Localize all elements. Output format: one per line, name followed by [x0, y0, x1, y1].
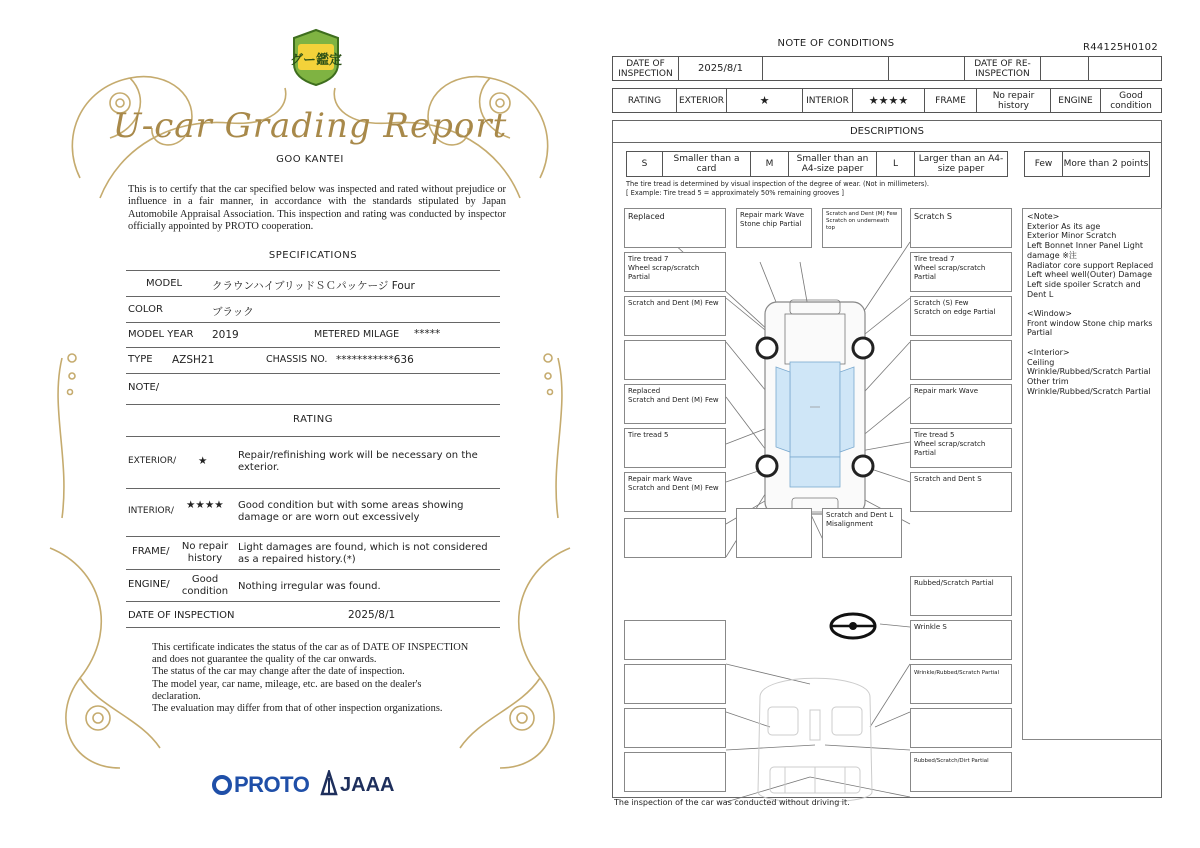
tire-note-line: [ Example: Tire tread 5 = approximately 50% remaining grooves ]: [626, 189, 844, 197]
condition-notes: [1022, 208, 1162, 740]
interior-desc: Good condition but with some areas showing damage or are worn out excessively: [238, 500, 464, 523]
condition-box: Repair mark Wave Stone chip Partial: [736, 208, 812, 248]
frame-label: FRAME/: [132, 546, 170, 557]
date-inspection-label: DATE OF INSPECTION: [613, 57, 679, 80]
condition-box: Tire tread 7 Wheel scrap/scratch Partial: [910, 252, 1012, 292]
chassis-label: CHASSIS NO.: [266, 354, 328, 365]
color-value: ブラック: [212, 306, 254, 318]
note-line: <Interior>: [1027, 347, 1070, 357]
tire-note-line: The tire tread is determined by visual inspection of the degree of wear. (Not in millimeters).: [626, 180, 930, 188]
divider: [126, 488, 500, 489]
rating-row: [612, 88, 1162, 113]
condition-box: [624, 620, 726, 660]
note-of-conditions: [610, 32, 1166, 822]
exterior-rating: ★: [198, 455, 208, 467]
condition-box: Rubbed/Scratch Partial: [910, 576, 1012, 616]
date-reinspection-label: DATE OF RE-INSPECTION: [965, 57, 1041, 80]
exterior-desc: Repair/refinishing work will be necessary on the exterior.: [238, 450, 478, 473]
exterior-rating: ★: [727, 89, 803, 112]
condition-box: Scratch S: [910, 208, 1012, 248]
empty-cell: [1089, 57, 1161, 80]
tire-note: [626, 180, 929, 198]
legend-text: More than 2 points: [1063, 159, 1149, 169]
divider: [612, 142, 1162, 143]
model-year-value: 2019: [212, 329, 239, 341]
certificate-intro: This is to certify that the car specified below was inspected and rated without prejudice or influence in a fair manner, in accordance with the standards stipulated by Japan Automobile Appraisal Association. This inspection and rating was conducted by inspector officially appointed by PROTO cooperation.: [128, 184, 506, 233]
date-inspection-label: DATE OF INSPECTION: [128, 610, 235, 621]
divider: [126, 569, 500, 570]
model-value: クラウンハイブリッドＳＣパッケージ Four: [212, 280, 415, 292]
legend-key: L: [877, 152, 915, 176]
note-title: NOTE OF CONDITIONS: [777, 38, 895, 49]
condition-box: Scratch (S) Few Scratch on edge Partial: [910, 296, 1012, 336]
certificate-title: U-car Grading Report: [112, 106, 508, 146]
divider: [126, 322, 500, 323]
certificate-footer: [152, 642, 472, 715]
legend-key: M: [751, 152, 789, 176]
certificate-subtitle: GOO KANTEI: [276, 154, 344, 165]
interior-rating: ★★★★: [853, 89, 925, 112]
note-line: Wrinkle/Rubbed/Scratch Partial: [1027, 367, 1151, 377]
rating-label: RATING: [613, 89, 677, 112]
divider: [126, 404, 500, 405]
frame-desc: Light damages are found, which is not considered as a repaired history.(*): [238, 542, 488, 565]
specifications-heading: SPECIFICATIONS: [268, 250, 358, 261]
date-inspection-value: 2025/8/1: [348, 609, 396, 621]
frame-label: FRAME: [925, 89, 977, 112]
model-label: MODEL: [146, 278, 183, 289]
interior-rating: ★★★★: [186, 499, 224, 511]
note-line: Ceiling: [1027, 357, 1055, 367]
legend-text: Smaller than an A4-size paper: [789, 152, 877, 176]
note-line: Exterior Minor Scratch: [1027, 231, 1117, 241]
exterior-label: EXTERIOR: [677, 89, 727, 112]
spacer: [1027, 338, 1157, 348]
condition-box: Repair mark Wave Scratch and Dent (M) Few: [624, 472, 726, 512]
note-line: <Window>: [1027, 309, 1072, 319]
condition-box: Rubbed/Scratch/Dirt Partial: [910, 752, 1012, 792]
condition-box: Repair mark Wave: [910, 384, 1012, 424]
proto-logo-mark: [212, 774, 232, 796]
condition-box: Replaced: [624, 208, 726, 248]
descriptions-heading: DESCRIPTIONS: [849, 126, 925, 137]
condition-box: [624, 340, 726, 380]
goo-kantei-badge: [290, 28, 342, 86]
note-line: Radiator core support Replaced: [1027, 260, 1154, 270]
size-legend: [626, 151, 1008, 177]
model-year-label: MODEL YEAR: [128, 329, 194, 340]
metered-mileage-value: *****: [414, 328, 441, 340]
few-legend: [1024, 151, 1150, 177]
legend-text: Smaller than a card: [663, 152, 751, 176]
type-label: TYPE: [128, 354, 153, 365]
condition-box: [910, 340, 1012, 380]
condition-box: Scratch and Dent (M) Few Scratch on underneath top: [822, 208, 902, 248]
condition-box: Tire tread 5: [624, 428, 726, 468]
rating-heading: RATING: [293, 414, 333, 425]
spacer: [1027, 299, 1157, 309]
condition-box: [624, 664, 726, 704]
condition-box: [624, 708, 726, 748]
condition-box: Scratch and Dent (M) Few: [624, 296, 726, 336]
divider: [126, 601, 500, 602]
divider: [126, 270, 500, 271]
footer-line: The evaluation may differ from that of other inspection organizations.: [152, 703, 443, 715]
divider: [126, 627, 500, 628]
date-inspection-value: 2025/8/1: [679, 57, 763, 80]
note-footer: The inspection of the car was conducted without driving it.: [614, 798, 850, 807]
divider: [126, 373, 500, 374]
legend-key: S: [627, 152, 663, 176]
note-line: Wrinkle/Rubbed/Scratch Partial: [1027, 386, 1151, 396]
frame-value: No repair history: [181, 541, 229, 564]
legend-text: Larger than an A4-size paper: [918, 154, 1004, 174]
reference-number: R44125H0102: [1082, 42, 1158, 53]
jaaa-logo: JAAA: [340, 774, 395, 796]
note-line: Left Bonnet Inner Panel Light damage ※注: [1027, 241, 1144, 260]
note-line: Front window Stone chip marks Partial: [1027, 318, 1153, 338]
legend-key: Few: [1025, 152, 1063, 176]
condition-box: Wrinkle S: [910, 620, 1012, 660]
engine-value: Good condition: [181, 574, 229, 597]
divider: [126, 536, 500, 537]
footer-line: This certificate indicates the status of the car as of DATE OF INSPECTION and does not guarantee the quality of the car onwards.: [152, 642, 469, 666]
condition-box: Tire tread 5 Wheel scrap/scratch Partial: [910, 428, 1012, 468]
condition-box: Wrinkle/Rubbed/Scratch Partial: [910, 664, 1012, 704]
condition-box: Replaced Scratch and Dent (M) Few: [624, 384, 726, 424]
footer-line: The model year, car name, mileage, etc. are based on the dealer's declaration.: [152, 678, 422, 702]
frame-value: No repair history: [977, 89, 1051, 112]
exterior-label: EXTERIOR/: [128, 456, 177, 466]
grading-certificate: [40, 28, 580, 828]
note-label: NOTE/: [128, 382, 160, 393]
proto-logo: PROTO: [234, 772, 310, 797]
condition-box: Tire tread 7 Wheel scrap/scratch Partial: [624, 252, 726, 292]
engine-label: ENGINE/: [128, 579, 170, 590]
inspection-date-row: [612, 56, 1162, 81]
divider: [126, 347, 500, 348]
engine-desc: Nothing irregular was found.: [238, 581, 381, 592]
condition-box: [624, 518, 726, 558]
note-line: Left side spoiler Scratch and Dent L: [1027, 279, 1141, 299]
note-line: Left wheel well(Outer) Damage: [1027, 270, 1152, 280]
jaaa-logo-mark: [318, 770, 340, 796]
condition-box: [910, 708, 1012, 748]
svg-text:グー鑑定: グー鑑定: [290, 53, 342, 68]
note-line: Other trim: [1027, 376, 1069, 386]
note-line: <Note>: [1027, 212, 1060, 221]
footer-line: The status of the car may change after the date of inspection.: [152, 666, 405, 678]
interior-label: INTERIOR: [803, 89, 853, 112]
note-line: Exterior As its age: [1027, 221, 1101, 231]
condition-box: Scratch and Dent L Misalignment: [822, 508, 902, 558]
metered-mileage-label: METERED MILAGE: [314, 329, 400, 340]
empty-cell: [1041, 57, 1089, 80]
type-value: AZSH21: [172, 354, 215, 366]
condition-box: [736, 508, 812, 558]
divider: [126, 436, 500, 437]
interior-label: INTERIOR/: [128, 506, 174, 516]
engine-label: ENGINE: [1051, 89, 1101, 112]
empty-cell: [763, 57, 889, 80]
chassis-value: ***********636: [336, 354, 414, 366]
condition-box: Scratch and Dent S: [910, 472, 1012, 512]
engine-value: Good condition: [1110, 90, 1152, 111]
empty-cell: [889, 57, 965, 80]
color-label: COLOR: [128, 304, 163, 315]
divider: [126, 296, 500, 297]
condition-box: [624, 752, 726, 792]
